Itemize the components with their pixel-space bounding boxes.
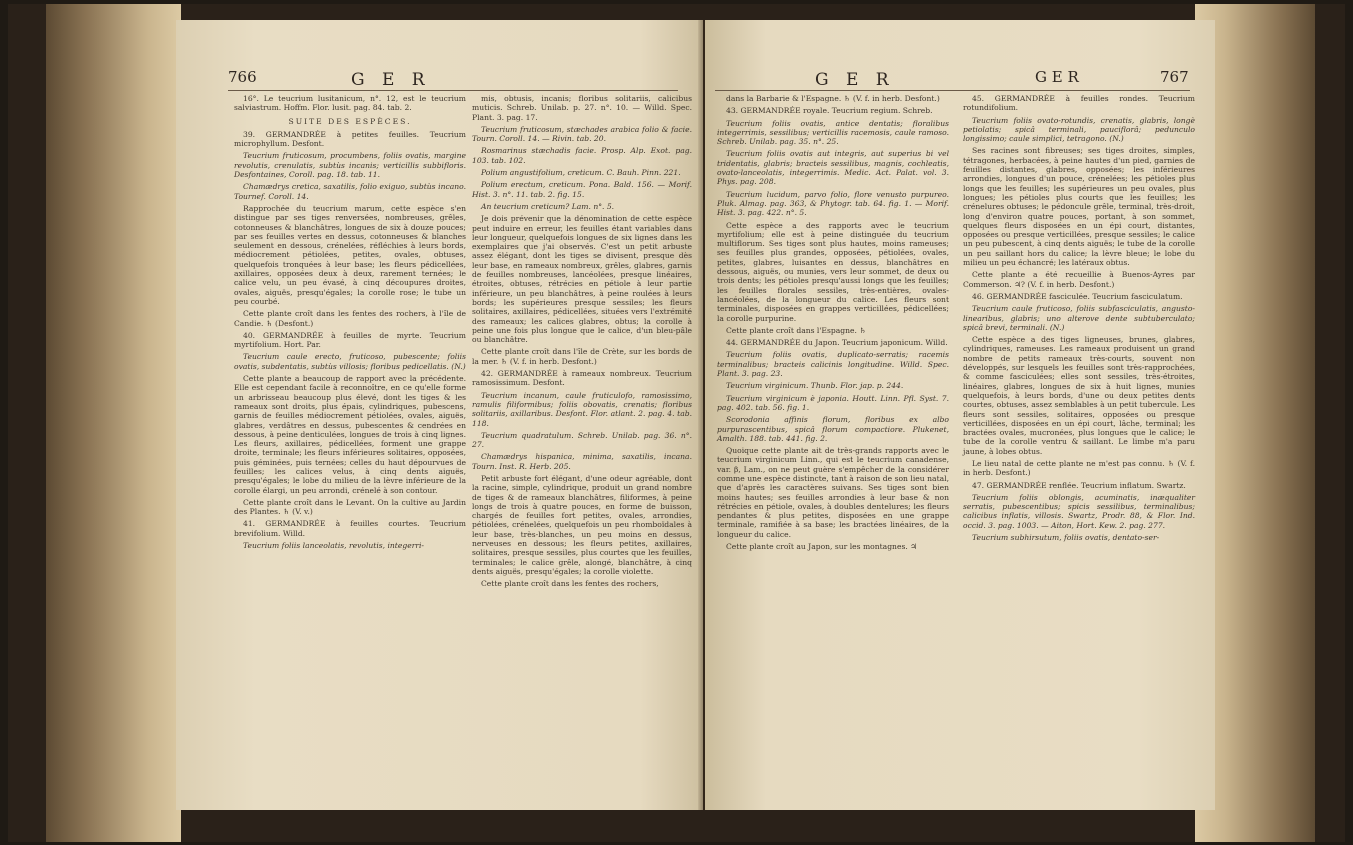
paragraph: Cette plante croît dans les fentes des rochers, [481,579,659,589]
right-column-1 [717,94,949,554]
right-page-number: 767 [1160,68,1189,86]
paragraph: Cette plante croît dans les fentes des rochers, à l'île de Candie. ♄ (Desfont.) [234,309,466,328]
paragraph: Polium erectum, creticum. Pona. Bald. 156. — Morif. Hist. 3. n°. 11. tab. 2. fig. 15. [472,180,692,199]
paragraph: Cette plante croît dans l'île de Crète, sur les bords de la mer. ♄ (V. f. in herb. Desfont.) [472,347,692,366]
paragraph: Teucrium quadratulum. Schreb. Unilab. pag. 36. n°. 27. [472,430,692,450]
paragraph: Teucrium lucidum, parvo folio, flore venusto purpureo. Pluk. Almag. pag. 363, & Phytogr. tab. 64. fig. 1. — Morif. Hist. 3. pag. 422. n°. 5. [717,189,949,218]
right-page [705,20,1215,810]
paragraph: Teucrium foliis ovatis aut integris, aut superius bi vel tridentatis, glabris; bracteis sessilibus, magnis, cochleatis, ovato-lanceolatis, integerrimis. Medic. Act. Palat. vol. 3. Phys. pag. 208. [717,149,949,187]
open-book [8,4,1345,842]
paragraph: Cette plante a été recueillie à Buenos-Ayres par Commerson. ♃? (V. f. in herb. Desfont.) [963,270,1195,289]
paragraph: Cette plante croît dans l'Espagne. ♄ [726,325,867,335]
left-page [176,20,703,810]
paragraph: mis, obtusis, incanis; floribus solitariis, calicibus muticis. Schreb. Unilab. p. 27. n°. 10. — Willd. Spec. Plant. 3. pag. 17. [472,94,692,122]
paragraph: Cette plante croît au Japon, sur les montagnes. ♃ [726,542,917,552]
paragraph: Teucrium incanum, caule fruticulofo, ramosissimo, ramulis filiformibus; foliis obovatis, crenatis; floribus solitariis, axillaribus. Desfont. Flor. atlant. 2. pag. 4. tab. 118. [472,390,692,428]
paragraph: 40. GERMANDRÉE à feuilles de myrte. Teucrium myrtifolium. Hort. Par. [234,330,466,350]
left-page-stack [46,4,181,842]
paragraph: Rapprochée du teucrium marum, cette espèce s'en distingue par ses tiges renversées, nombreuses, grêles, cotonneuses & blanchâtres, longues de six à douze pouces; par ses feuilles vertes en dessus, cotonneuses & blanches seulement en dessous, crénelées, réfléchies à leurs bords, médiocrement pétiolées, petites, ovales, obtuses, quelquefois tronquées à leur base; les fleurs pédicellées, axillaires, opposées deux à deux, rarement ternées; le calice velu, un peu évasé, à cinq découpures droites, ovales, aiguës, presqu'égales; la corolle rose; le tube un peu courbé. [234,203,466,306]
paragraph: SUITE DES ESPÈCES. [288,116,412,126]
paragraph: Teucrium foliis ovatis, antice dentatis; floralibus integerrimis, sessilibus; verticillis racemosis, caule ramoso. Schreb. Unilab. pag. 35. n°. 25. [717,118,949,147]
paragraph: Teucrium virginicum è japonia. Houtt. Linn. Pfl. Syst. 7. pag. 402. tab. 56. fig. 1. [717,393,949,412]
paragraph: Teucrium caule erecto, fruticoso, pubescente; foliis ovatis, subdentatis, subtùs villosis; floribus pedicellatis. (N.) [234,352,466,371]
paragraph: Teucrium foliis oblongis, acuminatis, inæqualiter serratis, pubescentibus; spicis sessilibus, terminalibus; calicibus inflatis, villosis. Swartz, Prodr. 88, & Flor. Ind. occid. 3. pag. 1003. — Aiton, Hort. Kew. 2. pag. 277. [963,492,1195,530]
paragraph: 39. GERMANDRÉE à petites feuilles. Teucrium microphyllum. Desfont. [234,129,466,149]
paragraph: Teucrium foliis ovato-rotundis, crenatis, glabris, longè petiolatis; spicâ terminali, pauciflorâ; pedunculo longissimo; caule simplici, tetragono. (N.) [963,115,1195,144]
paragraph: 41. GERMANDRÉE à feuilles courtes. Teucrium brevifolium. Willd. [234,519,466,538]
paragraph: 43. GERMANDRÉE royale. Teucrium regium. Schreb. [726,106,933,116]
paragraph: 47. GERMANDRÉE renflée. Teucrium inflatum. Swartz. [972,480,1186,490]
left-column-1 [234,94,466,553]
paragraph: Teucrium fruticosum, stæchades arabica folio & facie. Tourn. Coroll. 14. — Rivin. tab. 20. [472,124,692,144]
right-running-head-dup: G E R [1035,68,1079,86]
paragraph: Cette plante croît dans le Levant. On la cultive au Jardin des Plantes. ♄ (V. v.) [234,497,466,517]
right-header-rule [715,90,1190,91]
paragraph: Cette espèce a des tiges ligneuses, brunes, glabres, cylindriques, rameuses. Les rameaux produisent un grand nombre de petits rameaux très-courts, souvent non développés, sur lesquels les feuilles sont très-rapprochées, & comme fasciculées; elles sont sessiles, très-étroites, linéaires, glabres, longues de six à huit lignes, munies quelquefois, à leurs bords, d'une ou deux petites dents courtes, obtuses, assez semblables à un petit tubercule. Les fleurs sont sessiles, solitaires, opposées ou presque verticillées, disposées en un épi court, lâche, terminal; les bractées ovales, mucronées, plus longues que le calice; le tube de la corolle ventru & saillant. Le limbe m'a paru jaune, à lobes obtus. [963,335,1195,456]
paragraph: Chamædrys hispanica, minima, saxatilis, incana. Tourn. Inst. R. Herb. 205. [472,452,692,471]
paragraph: Teucrium caule fruticoso, foliis subfasciculatis, angusto-linearibus, glabris; uno alterove dente subtuberculato; spicâ brevi, terminali. (N.) [963,304,1195,332]
paragraph: Teucrium subhirsutum, foliis ovatis, dentato-ser- [972,533,1160,543]
paragraph: Quoique cette plante ait de très-grands rapports avec le teucrium virginicum Linn., qui est le teucrium canadense, var. β, Lam., on ne peut guère s'empêcher de la considérer comme une espèce distincte, tant à raison de son lieu natal, que d'après les caractères suivans. Ses tiges sont bien moins hautes; ses feuilles arrondies à leur base & non rétrécies en pétiole, ovales, à doubles dentelures; les fleurs pendantes & plus petites, disposées en une grappe terminale, ramifiée à sa base; les bractées linéaires, de la longueur du calice. [717,446,949,539]
paragraph: Rosmarinus stæchadis facie. Prosp. Alp. Exot. pag. 103. tab. 102. [472,146,692,165]
paragraph: Le lieu natal de cette plante ne m'est pas connu. ♄ (V. f. in herb. Desfont.) [963,458,1195,478]
paragraph: dans la Barbarie & l'Espagne. ♄ (V. f. in herb. Desfont.) [726,94,940,103]
paragraph: 46. GERMANDRÉE fasciculée. Teucrium fasciculatum. [972,291,1183,301]
left-running-head: G E R [351,70,431,90]
paragraph: Cette plante a beaucoup de rapport avec la précédente. Elle est cependant facile à reconnoître, en ce qu'elle forme un arbrisseau beaucoup plus élevé, dont les tiges & les rameaux sont droits, plus épais, cylindriques, pubescens, garnis de feuilles médiocrement pétiolées, ovales, aiguës, glabres, verdâtres en dessus, pubescentes & cendrées en dessous, à peine denticulées, longues de trois à cinq lignes. Les fleurs, axillaires, pédicellées, forment une grappe droite, terminale; les fleurs inférieures solitaires, opposées, puis géminées, puis ternées; celles du haut dépourvues de feuilles; les calices velus, à cinq dents aiguës, presqu'égales; le lobe du milieu de la lèvre inférieure de la corolle élargi, un peu arrondi, crénelé à son contour. [234,374,466,495]
left-header-rule [228,90,678,91]
paragraph: 44. GERMANDRÉE du Japon. Teucrium japonicum. Willd. [726,338,948,348]
paragraph: Teucrium fruticosum, procumbens, foliis ovatis, margine revolutis, crenulatis, subtùs incanis; verticillis subbifloris. Desfontaines, Coroll. pag. 18. tab. 11. [234,151,466,180]
paragraph: 42. GERMANDRÉE à rameaux nombreux. Teucrium ramosissimum. Desfont. [472,369,692,388]
left-page-number: 766 [228,68,257,86]
paragraph: Scorodonia affinis florum, floribus ex albo purpurascentibus, spicâ florum compactiore. Plukenet, Amalth. 188. tab. 441. fig. 2. [717,415,949,443]
paragraph: Chamædrys cretica, saxatilis, folio exiguo, subtùs incano. Tournef. Coroll. 14. [234,182,466,201]
paragraph: Petit arbuste fort élégant, d'une odeur agréable, dont la racine, simple, cylindrique, produit un grand nombre de tiges & de rameaux blanchâtres, filiformes, à peine longs de trois à quatre pouces, en forme de buisson, chargés de feuilles fort petites, ovales, arrondies, pétiolées, crénelées, quelquefois un peu rhomboïdales à leur base, très-blanches, un peu moins en dessus, nerveuses en dessous; les fleurs petites, axillaires, solitaires, presque sessiles, plus courtes que les feuilles, terminales; le calice grêle, alongé, blanchâtre, à cinq dents aiguës, presqu'égales; la corolle violette. [472,473,692,576]
paragraph: Polium angustifolium, creticum. C. Bauh. Pinn. 221. [481,168,681,178]
left-column-2 [472,94,692,592]
paragraph: Cette espèce a des rapports avec le teucrium myrtifolium; elle est à peine distinguée du teucrium multiflorum. Ses tiges sont plus hautes, moins rameuses; ses feuilles plus grandes, opposées, pétiolées, ovales, petites, glabres, luisantes en dessus, blanchâtres en dessous, aiguës, ou munies, vers leur sommet, de deux ou trois dents; les pétioles presqu'aussi longs que les feuilles; les feuilles florales sessiles, très-entières, ovales-lancéolées, de la longueur du calice. Les fleurs sont terminales, disposées en grappes verticillées, pédicellées; la corolle purpurine. [717,220,949,323]
paragraph: Je dois prévenir que la dénomination de cette espèce peut induire en erreur, les feuilles étant variables dans leur longueur, quelquefois longues de six lignes dans les exemplaires que j'ai observés. C'est un petit arbuste assez élégant, dont les tiges se divisent, presque dès leur base, en rameaux nombreux, grêles, glabres, garnis de feuilles nombreuses, lancéolées, presque linéaires, étroites, obtuses, rétrécies en pétiole à leur partie inférieure, un peu blanchâtres, à peine roulées à leurs bords; les supérieures presque sessiles; les fleurs solitaires, axillaires, pédicellées, situées vers l'extrémité des rameaux; les calices glabres, obtus; la corolle à peine une fois plus longue que le calice, d'un bleu-pâle ou blanchâtre. [472,214,692,345]
paragraph: Teucrium foliis lanceolatis, revolutis, integerri- [243,541,424,551]
paragraph: An teucrium creticum? Lam. n°. 5. [481,201,615,211]
right-column-2 [963,94,1195,545]
paragraph: 16°. Le teucrium lusitanicum, n°. 12, est le teucrium salviastrum. Hoffm. Flor. lusit. pag. 84. tab. 2. [234,94,466,113]
right-running-head: G E R [815,70,895,90]
paragraph: 45. GERMANDRÉE à feuilles rondes. Teucrium rotundifolium. [963,94,1195,113]
paragraph: Teucrium foliis ovatis, duplicato-serratis; racemis terminalibus; bracteis calicinis longitudine. Willd. Spec. Plant. 3. pag. 23. [717,350,949,379]
paragraph: Teucrium virginicum. Thunb. Flor. jap. p. 244. [726,381,904,391]
paragraph: Ses racines sont fibreuses; ses tiges droites, simples, tétragones, herbacées, à peine hautes d'un pied, garnies de feuilles distantes, glabres, opposées; les inférieures arrondies, longues d'un pouce, crénelées; les pétioles plus longs que les feuilles; les supérieures un peu ovales, plus longues; les pétioles plus courts que les feuilles; les crénelures obtuses; le pédoncule grêle, terminal, très-droit, long d'environ quatre pouces, portant, à son sommet, quelques fleurs disposées en un épi court, distantes, opposées ou presque verticillées, presque sessiles; le calice un peu pubescent, à cinq dents aiguës; le tube de la corolle un peu saillant hors du calice; la lèvre bleue; le lobe du milieu un peu échancré; les latéraux obtus. [963,146,1195,268]
